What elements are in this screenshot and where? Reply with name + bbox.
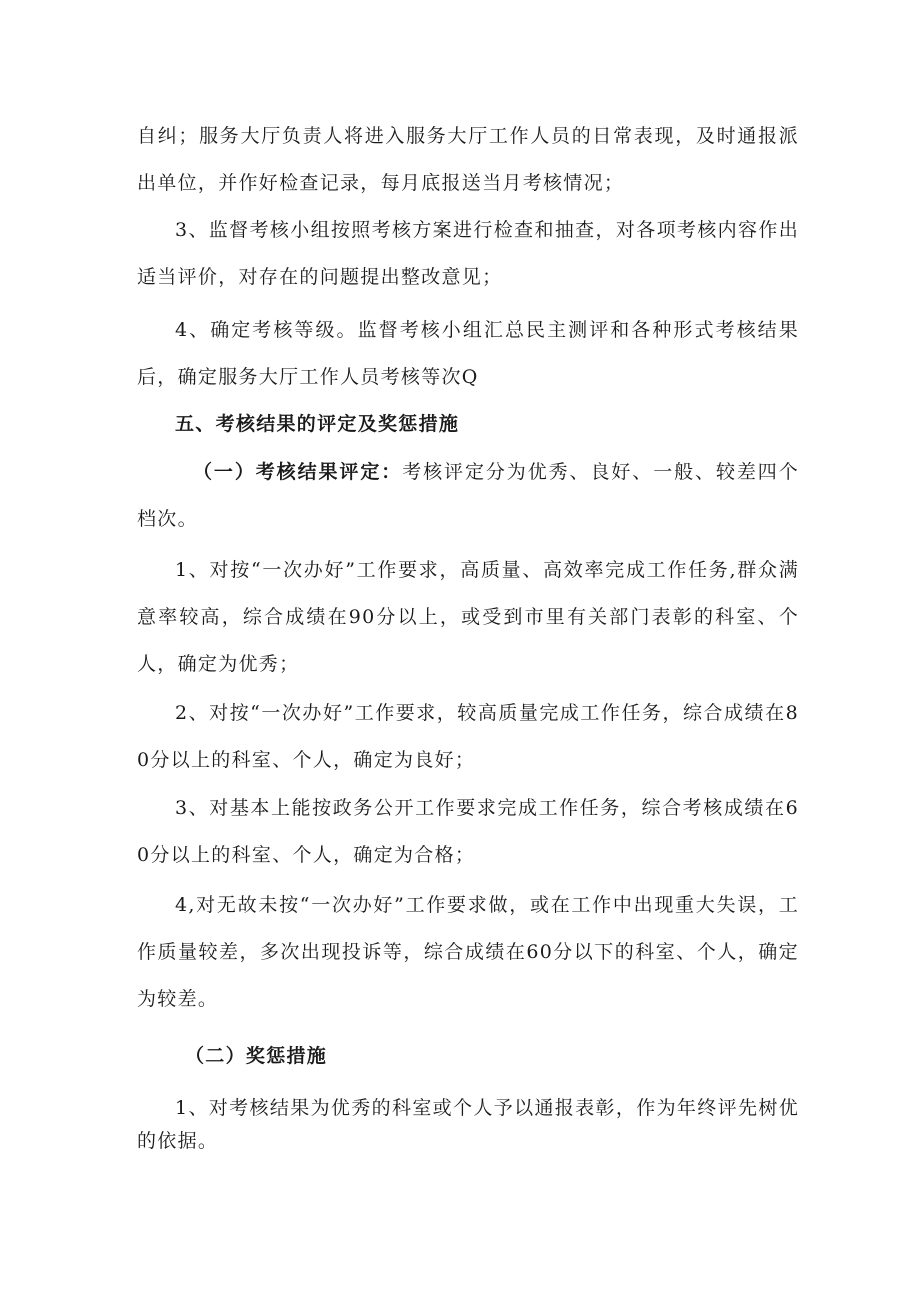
section-5-heading: 五、考核结果的评定及奖惩措施 xyxy=(175,413,460,435)
paragraph-sub-1 xyxy=(137,449,799,543)
paragraph-grade-1: 1、对按“一次办好”工作要求，高质量、高效率完成工作任务,群众满意率较高，综合成绩在90分以上，或受到市里有关部门表彰的科室、个人，确定为优秀； xyxy=(137,559,799,675)
sub-2-heading: （二）奖惩措施 xyxy=(185,1045,328,1067)
sub-1-text: 考核评定分为优秀、良好、一般、较差四个档次。 xyxy=(137,461,799,530)
sub-1-heading: （一）考核结果评定： xyxy=(193,461,403,483)
paragraph-grade-3: 3、对基本上能按政务公开工作要求完成工作任务，综合考核成绩在60分以上的科室、个人，确定为合格； xyxy=(137,797,799,866)
paragraph-reward-1: 1、对考核结果为优秀的科室或个人予以通报表彰，作为年终评先树优的依据。 xyxy=(137,1097,799,1152)
paragraph-intro: 自纠；服务大厅负责人将进入服务大厅工作人员的日常表现，及时通报派出单位，并作好检查记录，每月底报送当月考核情况； xyxy=(137,125,799,194)
paragraph-grade-2: 2、对按“一次办好”工作要求，较高质量完成工作任务，综合成绩在80分以上的科室、个人，确定为良好； xyxy=(137,702,799,771)
paragraph-item-4: 4、确定考核等级。监督考核小组汇总民主测评和各种形式考核结果后，确定服务大厅工作人员考核等次Q xyxy=(137,319,799,388)
paragraph-item-3: 3、监督考核小组按照考核方案进行检查和抽查，对各项考核内容作出适当评价，对存在的问题提出整改意见； xyxy=(137,219,799,288)
paragraph-grade-4: 4,对无故未按“一次办好”工作要求做，或在工作中出现重大失误，工作质量较差，多次出现投诉等，综合成绩在60分以下的科室、个人，确定为较差。 xyxy=(137,894,799,1010)
